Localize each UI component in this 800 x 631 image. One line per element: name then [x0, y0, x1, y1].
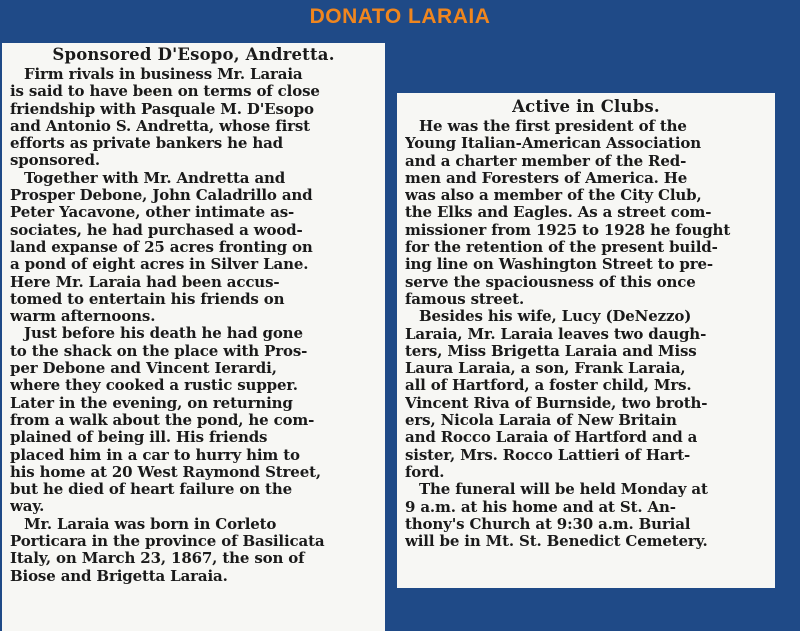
- text-line: warm afternoons.: [10, 308, 156, 326]
- article-paragraph: [10, 325, 377, 515]
- text-line: The funeral will be held Monday at: [419, 481, 708, 499]
- article-paragraph: [405, 118, 767, 308]
- text-line: from a walk about the pond, he com-: [10, 411, 315, 429]
- text-line: Besides his wife, Lucy (DeNezzo): [419, 308, 692, 326]
- clipping-body: [10, 66, 377, 585]
- text-line: thony's Church at 9:30 a.m. Burial: [405, 515, 691, 533]
- text-line: efforts as private bankers he had: [10, 135, 284, 153]
- text-line: where they cooked a rustic supper.: [10, 377, 298, 395]
- text-line: Vincent Riva of Burnside, two broth-: [405, 394, 708, 412]
- newspaper-clipping-left: [2, 43, 385, 631]
- page-title: DONATO LARAIA: [309, 5, 491, 28]
- article-paragraph: [10, 170, 377, 326]
- text-line: Just before his death he had gone: [24, 325, 303, 343]
- text-line: placed him in a car to hurry him to: [10, 446, 300, 464]
- text-line: and Antonio S. Andretta, whose first: [10, 117, 310, 135]
- text-line: land expanse of 25 acres fronting on: [10, 238, 313, 256]
- text-line: friendship with Pasquale M. D'Esopo: [10, 100, 314, 118]
- text-line: way.: [10, 498, 45, 516]
- text-line: per Debone and Vincent Ierardi,: [10, 360, 277, 378]
- text-line: to the shack on the place with Pros-: [10, 342, 308, 360]
- text-line: Porticara in the province of Basilicata: [10, 533, 325, 551]
- text-line: and a charter member of the Red-: [405, 152, 687, 170]
- text-line: Firm rivals in business Mr. Laraia: [24, 66, 303, 83]
- text-line: and Rocco Laraia of Hartford and a: [405, 429, 698, 447]
- article-paragraph: [405, 481, 767, 550]
- text-line: all of Hartford, a foster child, Mrs.: [405, 377, 692, 395]
- text-line: tomed to entertain his friends on: [10, 290, 285, 308]
- text-line: sister, Mrs. Rocco Lattieri of Hart-: [405, 446, 691, 464]
- text-line: ters, Miss Brigetta Laraia and Miss: [405, 342, 697, 360]
- newspaper-clipping-right: [397, 93, 775, 588]
- clipping-heading: Sponsored D'Esopo, Andretta.: [52, 45, 335, 64]
- text-line: Italy, on March 23, 1867, the son of: [10, 550, 305, 568]
- text-line: a pond of eight acres in Silver Lane.: [10, 256, 309, 274]
- text-line: men and Foresters of America. He: [405, 169, 688, 187]
- text-line: will be in Mt. St. Benedict Cemetery.: [405, 533, 708, 551]
- text-line: ing line on Washington Street to pre-: [405, 256, 713, 274]
- text-line: Peter Yacavone, other intimate as-: [10, 204, 295, 222]
- text-line: Mr. Laraia was born in Corleto: [24, 515, 277, 533]
- text-line: plained of being ill. His friends: [10, 429, 268, 447]
- text-line: famous street.: [405, 290, 525, 308]
- text-line: He was the first president of the: [419, 118, 687, 135]
- article-paragraph: [10, 66, 377, 170]
- text-line: missioner from 1925 to 1928 he fought: [405, 221, 731, 239]
- text-line: for the retention of the present build-: [405, 239, 718, 257]
- text-line: sociates, he had purchased a wood-: [10, 221, 303, 239]
- text-line: his home at 20 West Raymond Street,: [10, 463, 321, 481]
- text-line: Prosper Debone, John Caladrillo and: [10, 187, 313, 205]
- text-line: was also a member of the City Club,: [405, 187, 702, 205]
- text-line: Young Italian-American Association: [405, 135, 701, 153]
- text-line: Biose and Brigetta Laraia.: [10, 567, 228, 585]
- text-line: is said to have been on terms of close: [10, 83, 320, 101]
- text-line: Laraia, Mr. Laraia leaves two daugh-: [405, 325, 707, 343]
- clipping-heading: Active in Clubs.: [512, 97, 660, 116]
- text-line: ford.: [405, 463, 445, 481]
- text-line: 9 a.m. at his home and at St. An-: [405, 498, 676, 516]
- text-line: sponsored.: [10, 152, 100, 170]
- text-line: Here Mr. Laraia had been accus-: [10, 273, 280, 291]
- article-paragraph: [405, 308, 767, 481]
- article-paragraph: [10, 516, 377, 585]
- text-line: but he died of heart failure on the: [10, 481, 292, 499]
- text-line: Laura Laraia, a son, Frank Laraia,: [405, 360, 686, 378]
- text-line: ers, Nicola Laraia of New Britain: [405, 412, 677, 430]
- clipping-body: [405, 118, 767, 550]
- text-line: Together with Mr. Andretta and: [24, 169, 286, 187]
- text-line: the Elks and Eagles. As a street com-: [405, 204, 712, 222]
- text-line: Later in the evening, on returning: [10, 394, 293, 412]
- text-line: serve the spaciousness of this once: [405, 273, 696, 291]
